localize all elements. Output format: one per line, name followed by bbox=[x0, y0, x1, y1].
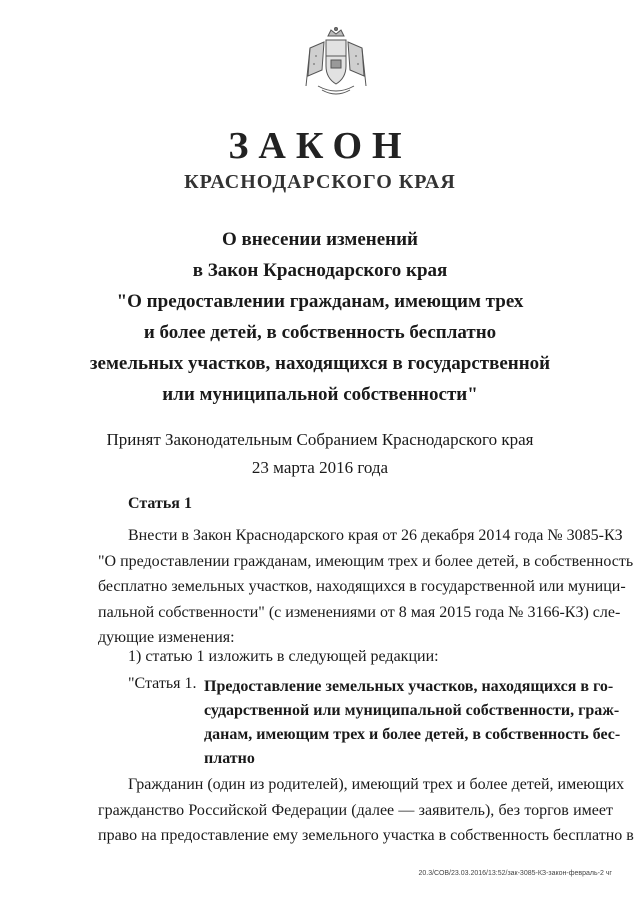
paragraph-line: дующие изменения: bbox=[98, 629, 235, 646]
law-heading: ЗАКОН bbox=[228, 125, 412, 167]
amendment-item: 1) статью 1 изложить в следующей редакции: bbox=[128, 648, 439, 665]
paragraph-line: право на предоставление ему земельного участка в собственность бесплатно в bbox=[98, 827, 634, 844]
title-line: платно bbox=[204, 750, 255, 767]
title-line: и более детей, в собственность бесплатно bbox=[143, 322, 497, 343]
article-paragraph bbox=[98, 772, 634, 849]
adoption-info bbox=[0, 426, 640, 482]
adopted-date: 23 марта 2016 года bbox=[251, 458, 389, 477]
paragraph-line: бесплатно земельных участков, находящихся в государственной или муници- bbox=[98, 578, 626, 595]
title-line: данам, имеющим трех и более детей, в собственность бес- bbox=[204, 726, 621, 743]
adopted-by: Принят Законодательным Собранием Краснодарского края bbox=[106, 430, 534, 449]
paragraph-line: Внести в Закон Краснодарского края от 26 декабря 2014 года № 3085-КЗ bbox=[128, 527, 623, 544]
article-heading: Статья 1 bbox=[128, 495, 192, 512]
law-title bbox=[0, 224, 640, 410]
paragraph-line: Гражданин (один из родителей), имеющий трех и более детей, имеющих bbox=[128, 776, 625, 793]
document-footer: 20.3/СОВ/23.03.2016/13:52/зак-3085-КЗ-закон-февраль-2 чг bbox=[418, 870, 612, 877]
paragraph-line: "О предоставлении гражданам, имеющим трех и более детей, в собственность bbox=[98, 552, 634, 570]
article-paragraph bbox=[98, 523, 634, 651]
region-heading: КРАСНОДАРСКОГО КРАЯ bbox=[184, 171, 456, 193]
paragraph-line: пальной собственности" (с изменениями от 8 мая 2015 года № 3166-КЗ) сле- bbox=[98, 603, 621, 621]
title-line: сударственной или муниципальной собственности, граж- bbox=[204, 702, 620, 719]
title-line: О внесении изменений bbox=[221, 229, 418, 250]
title-line: в Закон Краснодарского края bbox=[192, 260, 448, 281]
new-article-label: "Статья 1. bbox=[128, 675, 197, 692]
new-article-title bbox=[204, 675, 621, 771]
title-line: Предоставление земельных участков, находящихся в го- bbox=[204, 678, 614, 695]
coat-of-arms-icon bbox=[300, 26, 372, 98]
title-line: земельных участков, находящихся в государственной bbox=[89, 353, 551, 374]
title-line: "О предоставлении гражданам, имеющим трех bbox=[116, 291, 524, 312]
paragraph-line: гражданство Российской Федерации (далее — заявитель), без торгов имеет bbox=[98, 801, 613, 819]
title-line: или муниципальной собственности" bbox=[162, 384, 478, 405]
